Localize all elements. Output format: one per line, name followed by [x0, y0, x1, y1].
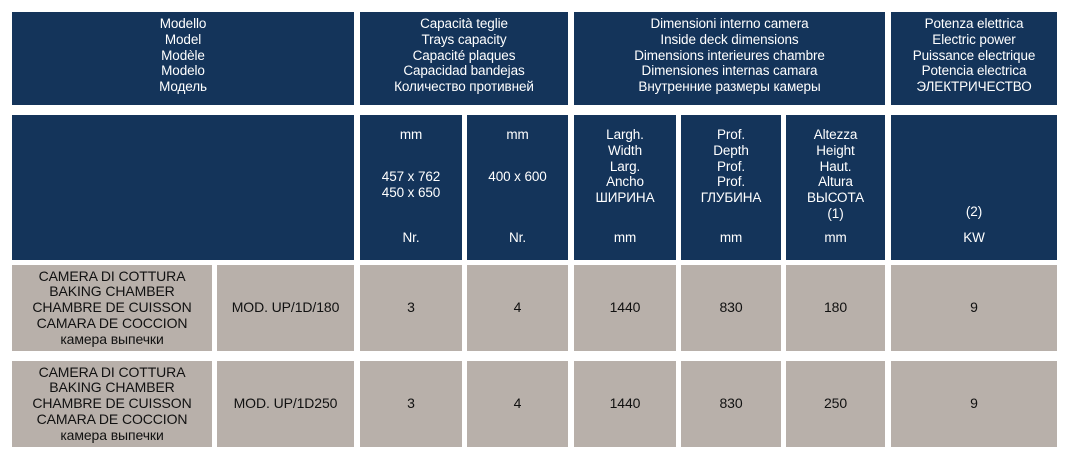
- table-row-2-tray1: [360, 361, 462, 447]
- row2-desc-fr: CHAMBRE DE CUISSON: [32, 395, 192, 412]
- depth-label-fr: Prof.: [716, 158, 745, 174]
- header-power-ru: ЭЛЕКТРИЧЕСТВО: [916, 79, 1032, 95]
- height-unit: mm: [824, 230, 847, 246]
- depth-label-es: Prof.: [716, 174, 745, 190]
- power-unit: KW: [963, 230, 985, 246]
- subheader-power: [891, 115, 1057, 260]
- table-row-1-description: [12, 265, 212, 351]
- table-row-2-model: [217, 361, 354, 447]
- row2-desc-en: BAKING CHAMBER: [49, 379, 175, 396]
- header-trays-ru: Количество противней: [394, 79, 534, 95]
- tray2-size-a: 400 x 600: [488, 168, 547, 184]
- header-dims-ru: Внутренние размеры камеры: [638, 79, 821, 95]
- table-row-1-tray1: [360, 265, 462, 351]
- row2-desc-it: CAMERA DI COTTURA: [38, 363, 186, 380]
- table-row-2-description: [12, 361, 212, 447]
- header-trays-fr: Capacité plaques: [412, 47, 516, 63]
- table-row-2-tray2: [467, 361, 568, 447]
- subheader-tray-size-2: [467, 115, 568, 260]
- header-trays-it: Capacità teglie: [420, 16, 508, 31]
- header-electric-power: [891, 12, 1057, 105]
- row2-power-value: 9: [970, 395, 978, 412]
- subheader-tray-size-1: [360, 115, 462, 260]
- row1-desc-en: BAKING CHAMBER: [49, 283, 175, 300]
- row2-desc-es: CAMARA DE COCCION: [36, 410, 188, 427]
- row2-desc-ru: камера выпечки: [60, 426, 164, 443]
- height-label-it: Altezza: [813, 127, 858, 142]
- row2-width-value: 1440: [609, 395, 641, 412]
- table-row-2-power: [891, 361, 1057, 447]
- height-label-en: Height: [816, 142, 855, 158]
- header-model: [12, 12, 354, 105]
- header-power-it: Potenza elettrica: [924, 16, 1024, 31]
- header-power-es: Potencia electrica: [921, 63, 1027, 79]
- width-label-it: Largh.: [606, 127, 644, 142]
- row1-tray1-value: 3: [407, 299, 415, 316]
- header-model-en: Model: [164, 31, 202, 47]
- depth-label-en: Depth: [713, 142, 749, 158]
- header-power-en: Electric power: [932, 31, 1016, 47]
- header-model-it: Modello: [159, 16, 207, 31]
- tray1-size-a: 457 x 762: [381, 168, 441, 184]
- width-unit: mm: [613, 230, 637, 246]
- height-footnote: (1): [827, 205, 844, 221]
- table-row-1-tray2: [467, 265, 568, 351]
- header-trays-en: Trays capacity: [421, 31, 507, 47]
- depth-unit: mm: [719, 230, 743, 246]
- table-row-1-model: [217, 265, 354, 351]
- table-row-1-depth: [681, 265, 781, 351]
- table-row-2-height: [786, 361, 885, 447]
- row1-tray2-value: 4: [513, 299, 522, 316]
- row2-tray1-value: 3: [407, 395, 415, 412]
- subheader-width: [574, 115, 676, 260]
- header-trays-es: Capacidad bandejas: [403, 63, 525, 79]
- row1-desc-fr: CHAMBRE DE CUISSON: [32, 299, 192, 316]
- height-label-es: Altura: [818, 174, 853, 190]
- tray2-unit: mm: [506, 127, 529, 142]
- header-model-es: Modelo: [161, 63, 205, 79]
- header-model-ru: Модель: [159, 79, 207, 95]
- table-row-1-height: [786, 265, 885, 351]
- row1-width-value: 1440: [609, 299, 641, 316]
- header-dims-it: Dimensioni interno camera: [650, 16, 809, 31]
- subheader-depth: [681, 115, 781, 260]
- header-trays-capacity: [360, 12, 568, 105]
- table-row-2-width: [574, 361, 676, 447]
- header-power-fr: Puissance electrique: [912, 47, 1036, 63]
- tray1-unit: mm: [399, 127, 423, 142]
- row2-height-value: 250: [823, 395, 848, 412]
- depth-label-ru: ГЛУБИНА: [700, 190, 762, 206]
- header-deck-dimensions: [574, 12, 885, 105]
- table-row-2-depth: [681, 361, 781, 447]
- header-dims-fr: Dimensions interieures chambre: [634, 47, 825, 63]
- subheader-model-blank: [12, 115, 354, 260]
- width-label-ru: ШИРИНА: [595, 190, 655, 206]
- row1-desc-es: CAMARA DE COCCION: [36, 314, 188, 331]
- table-row-1-power: [891, 265, 1057, 351]
- header-dims-en: Inside deck dimensions: [660, 31, 799, 47]
- row1-power-value: 9: [970, 299, 978, 316]
- width-label-es: Ancho: [606, 174, 644, 190]
- width-label-fr: Larg.: [609, 158, 641, 174]
- row2-depth-value: 830: [719, 395, 743, 412]
- header-model-fr: Modèle: [161, 47, 205, 63]
- table-row-1-width: [574, 265, 676, 351]
- header-dims-es: Dimensiones internas camara: [641, 63, 818, 79]
- row1-desc-ru: камера выпечки: [60, 330, 164, 347]
- tray1-size-b: 450 x 650: [381, 184, 441, 200]
- width-label-en: Width: [607, 142, 642, 158]
- height-label-fr: Haut.: [819, 158, 852, 174]
- power-footnote: (2): [965, 204, 983, 220]
- row1-height-value: 180: [823, 299, 848, 316]
- row1-desc-it: CAMERA DI COTTURA: [38, 267, 186, 284]
- row1-model: MOD. UP/1D/180: [231, 299, 340, 316]
- depth-label-it: Prof.: [716, 127, 745, 142]
- tray2-count-label: Nr.: [509, 230, 526, 246]
- row2-tray2-value: 4: [513, 395, 522, 412]
- subheader-height: [786, 115, 885, 260]
- row2-model: MOD. UP/1D250: [233, 395, 338, 412]
- tray1-count-label: Nr.: [402, 230, 420, 246]
- row1-depth-value: 830: [719, 299, 743, 316]
- height-label-ru: ВЫСОТА: [806, 190, 865, 206]
